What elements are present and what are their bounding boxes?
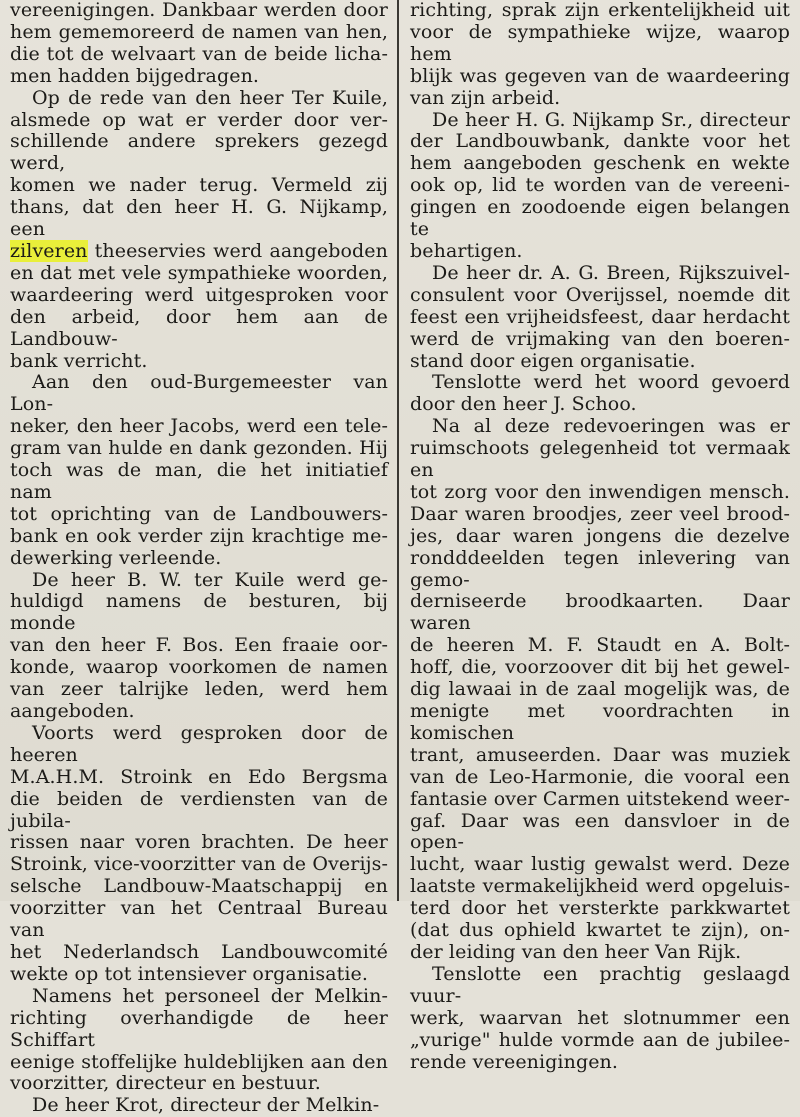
text-line: der leiding van den heer Van Rijk. bbox=[410, 940, 742, 963]
text-line: blijk was gegeven van de waardeering bbox=[410, 64, 790, 87]
text-line: gingen en zoodoende eigen belangen te bbox=[410, 196, 790, 241]
text-line: van zeer talrijke leden, werd hem bbox=[10, 678, 388, 701]
text-line: behartigen. bbox=[410, 239, 523, 262]
text-line: derniseerde broodkaarten. Daar waren bbox=[410, 590, 790, 635]
text-line: schillende andere sprekers gezegd werd, bbox=[10, 130, 388, 175]
text-line: trant, amuseerden. Daar was muziek bbox=[410, 743, 790, 766]
text-line: dig lawaai in de zaal mogelijk was, de bbox=[410, 678, 790, 701]
text-line: Namens het personeel der Melkin- bbox=[32, 984, 388, 1007]
text-line: door den heer J. Schoo. bbox=[410, 393, 637, 416]
text-line: De heer Krot, directeur der Melkin- bbox=[32, 1094, 380, 1117]
text-line: tot zorg voor den inwendigen mensch. bbox=[410, 480, 790, 503]
text-line: alsmede op wat er verder door ver- bbox=[10, 108, 388, 131]
text-line: menigte met voordrachten in komischen bbox=[410, 700, 790, 744]
text-line: hoff, die, voorzoover dit bij het gewel- bbox=[410, 656, 790, 679]
text-line: komen we nader terug. Vermeld zij bbox=[10, 174, 388, 197]
text-line: konde, waarop voorkomen de namen bbox=[10, 656, 388, 679]
text-line: men hadden bijgedragen. bbox=[10, 64, 260, 87]
text-line: fantasie over Carmen uitstekend weer- bbox=[410, 787, 790, 810]
text-line: voorzitter, directeur en bestuur. bbox=[10, 1072, 321, 1095]
text-line: Na al deze redevoeringen was er bbox=[432, 415, 790, 438]
text-line: toch was de man, die het initiatief nam bbox=[10, 459, 388, 503]
text-line: „vurige" hulde vormde aan de jubilee- bbox=[410, 1028, 790, 1051]
text-line: Tenslotte werd het woord gevoerd bbox=[432, 371, 790, 394]
text-line: Voorts werd gesproken door de heeren bbox=[10, 721, 388, 766]
text-line: consulent voor Overijssel, noemde dit bbox=[410, 283, 790, 306]
text-line: De heer B. W. ter Kuile werd ge- bbox=[32, 568, 388, 591]
text-line: Op de rede van den heer Ter Kuile, bbox=[32, 86, 388, 109]
text-line: aangeboden. bbox=[10, 700, 135, 722]
left-column bbox=[10, 0, 388, 1117]
text-line: bank en ook verder zijn krachtige me- bbox=[10, 524, 388, 547]
right-column bbox=[410, 0, 790, 1073]
text-line: der Landbouwbank, dankte voor het bbox=[410, 130, 790, 153]
text-line: lucht, waar lustig gewalst werd. Deze bbox=[410, 853, 790, 876]
text-line: tot oprichting van de Landbouwers- bbox=[10, 502, 388, 525]
text-line: van de Leo-Harmonie, die vooral een bbox=[410, 765, 790, 788]
text-line: Stroink, vice-voorzitter van de Overijs- bbox=[10, 853, 388, 876]
text-line: de heeren M. F. Staudt en A. Bolt- bbox=[410, 634, 790, 657]
text-line: gram van hulde en dank gezonden. Hij bbox=[10, 437, 388, 460]
text-line: hem gememoreerd de namen van hen, bbox=[10, 20, 388, 43]
text-line: huldigd namens de besturen, bij monde bbox=[10, 590, 388, 635]
text-line: terd door het versterkte parkkwartet bbox=[410, 897, 790, 920]
text-line: hem aangeboden geschenk en wekte bbox=[410, 152, 790, 175]
text-line: richting overhandigde de heer Schiffart bbox=[10, 1006, 388, 1051]
text-line: rondddeelden tegen inlevering van gemo- bbox=[410, 546, 790, 591]
text-line: Daar waren broodjes, zeer veel brood- bbox=[410, 502, 790, 525]
text-line: selsche Landbouw-Maatschappij en bbox=[10, 875, 388, 898]
text-line: De heer dr. A. G. Breen, Rijkszuivel- bbox=[432, 261, 790, 284]
text-fragment: theeservies werd aangeboden bbox=[87, 239, 388, 262]
text-line: bank verricht. bbox=[10, 349, 148, 372]
text-line: wekte op tot intensiever organisatie. bbox=[10, 962, 369, 985]
text-line: vereenigingen. Dankbaar werden door bbox=[10, 0, 388, 21]
text-line: richting, sprak zijn erkentelijkheid uit bbox=[410, 0, 790, 21]
text-line bbox=[10, 241, 388, 263]
text-line: stand door eigen organisatie. bbox=[410, 349, 696, 372]
text-line: jes, daar waren jongens die dezelve bbox=[410, 524, 790, 547]
text-line: Tenslotte een prachtig geslaagd vuur- bbox=[410, 962, 790, 1007]
highlighted-word: zilveren bbox=[10, 239, 88, 262]
text-line: voorzitter van het Centraal Bureau van bbox=[10, 897, 388, 942]
text-line: voor de sympathieke wijze, waarop hem bbox=[410, 20, 790, 65]
text-line: werk, waarvan het slotnummer een bbox=[410, 1006, 790, 1029]
text-line: thans, dat den heer H. G. Nijkamp, een bbox=[10, 196, 388, 241]
text-line: neker, den heer Jacobs, werd een tele- bbox=[10, 415, 388, 438]
text-line: en dat met vele sympathieke woorden, bbox=[10, 261, 388, 284]
text-line: Aan den oud-Burgemeester van Lon- bbox=[10, 371, 388, 416]
text-line: van zijn arbeid. bbox=[410, 86, 561, 109]
text-line: ook op, lid te worden van de vereeni- bbox=[410, 174, 790, 197]
text-line: ruimschoots gelegenheid tot vermaak en bbox=[410, 437, 790, 482]
text-line: dewerking verleende. bbox=[10, 546, 222, 569]
text-line: gaf. Daar was een dansvloer in de open- bbox=[410, 809, 790, 854]
text-line: waardeering werd uitgesproken voor bbox=[10, 283, 388, 306]
text-line: van den heer F. Bos. Een fraaie oor- bbox=[10, 634, 388, 657]
text-line: feest een vrijheidsfeest, daar herdacht bbox=[410, 305, 790, 328]
text-line: rissen naar voren brachten. De heer bbox=[10, 831, 388, 854]
text-line: (dat dus ophield kwartet te zijn), on- bbox=[410, 919, 790, 942]
text-line: den arbeid, door hem aan de Landbouw- bbox=[10, 305, 388, 350]
column-divider bbox=[397, 0, 399, 901]
text-line: het Nederlandsch Landbouwcomité bbox=[10, 940, 388, 963]
text-line: laatste vermakelijkheid werd opgeluis- bbox=[410, 875, 790, 898]
text-line: De heer H. G. Nijkamp Sr., directeur bbox=[432, 108, 790, 131]
text-line: M.A.H.M. Stroink en Edo Bergsma bbox=[10, 765, 388, 788]
text-line: eenige stoffelijke huldeblijken aan den bbox=[10, 1050, 388, 1073]
text-line: die beiden de verdiensten van de jubila- bbox=[10, 787, 388, 832]
text-line: rende vereenigingen. bbox=[410, 1050, 619, 1073]
text-line: die tot de welvaart van de beide licha- bbox=[10, 42, 388, 65]
text-line: werd de vrijmaking van den boeren- bbox=[410, 327, 790, 350]
